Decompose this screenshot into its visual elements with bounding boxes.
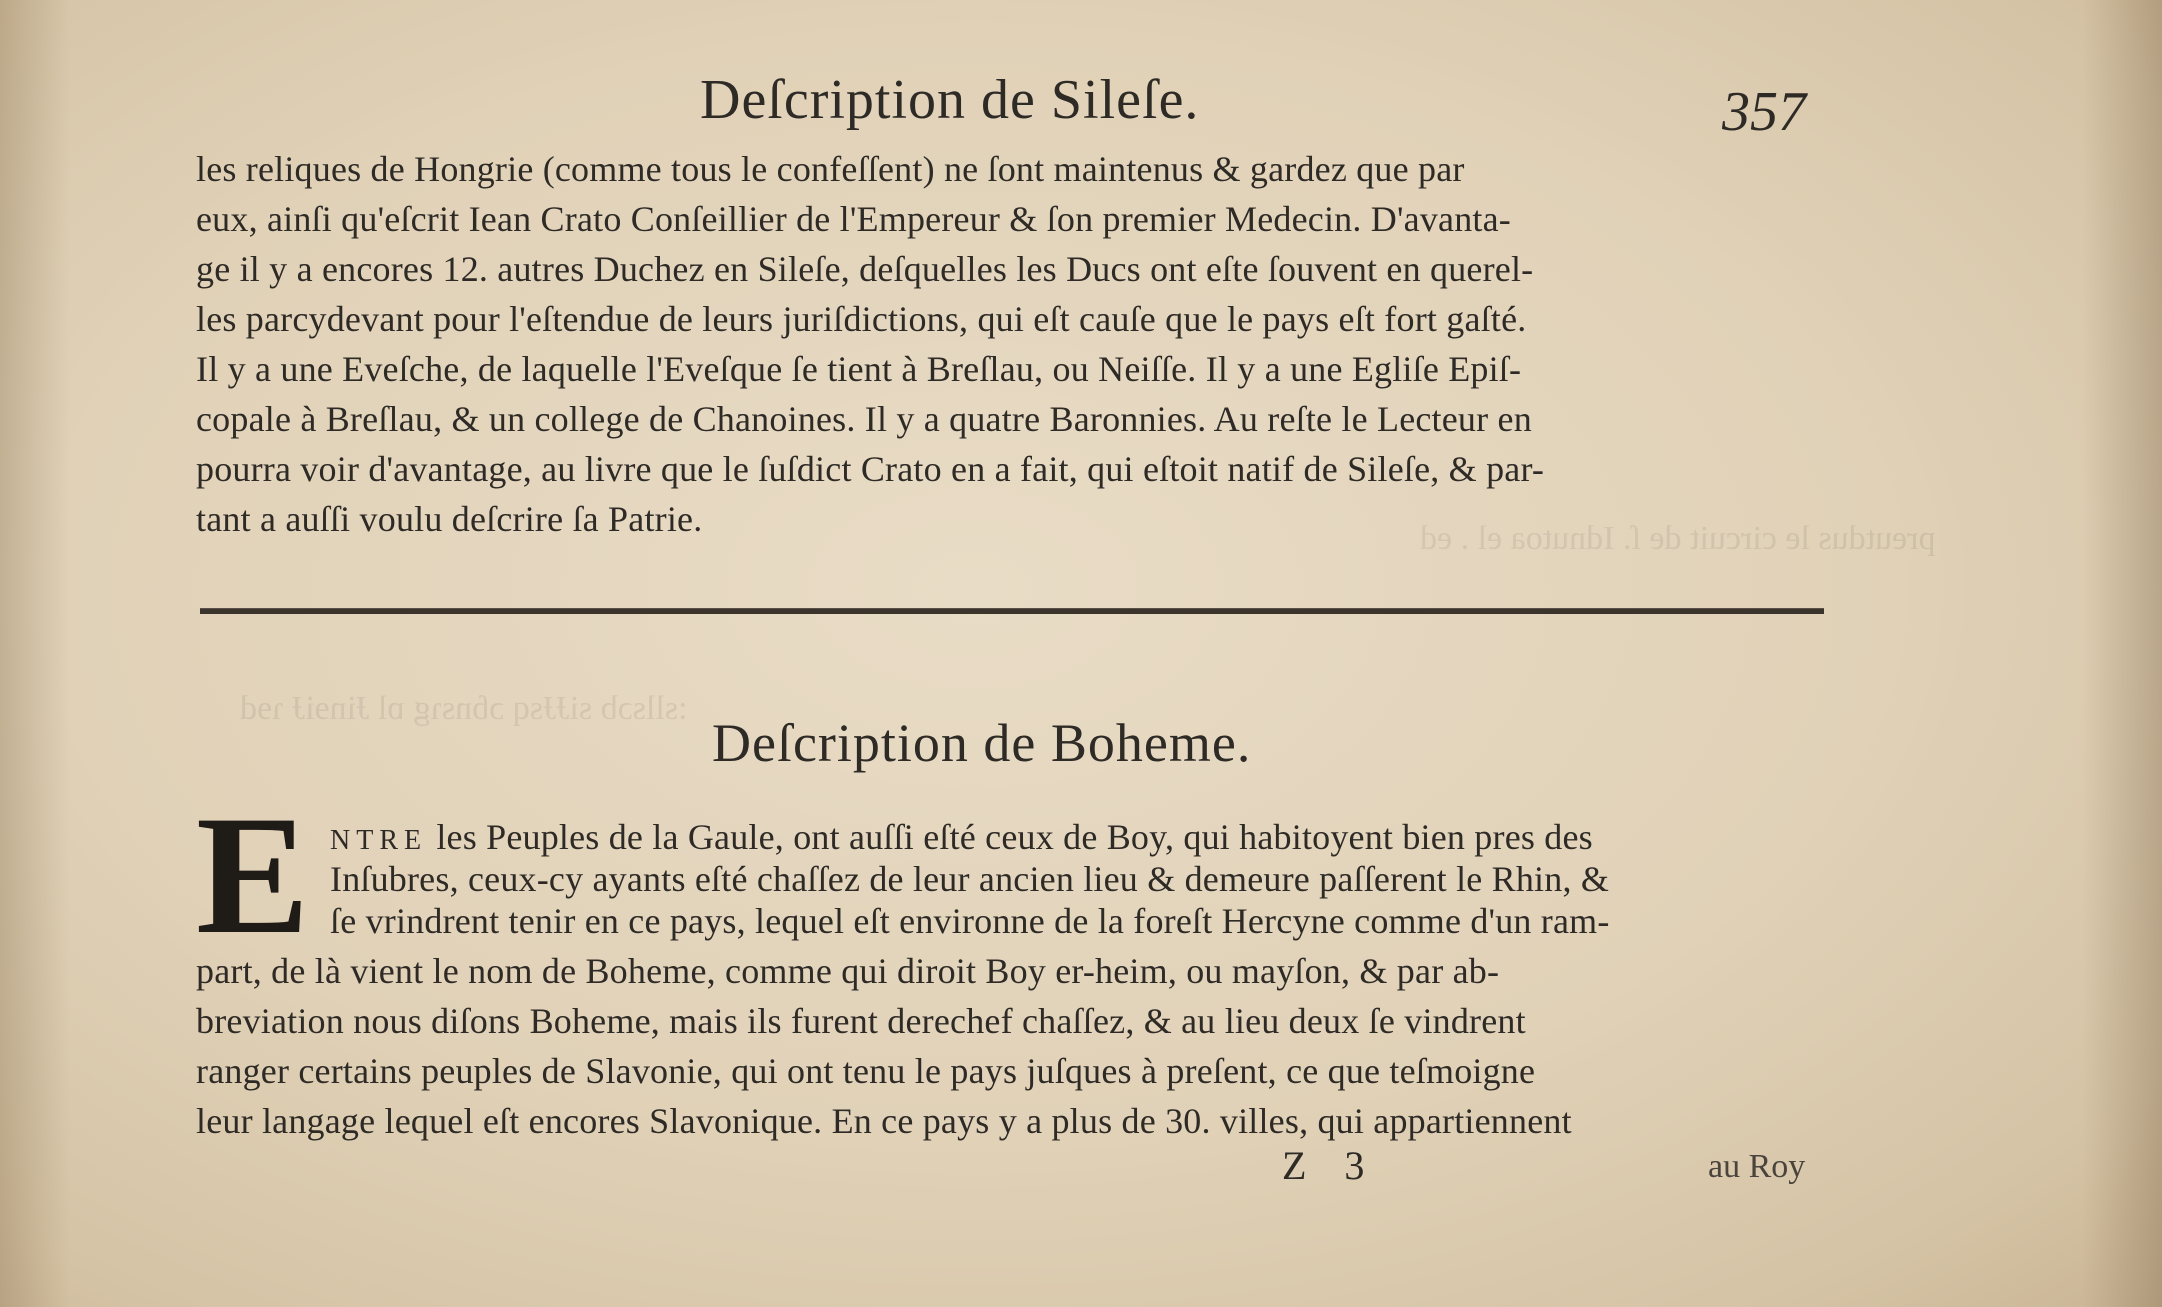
catchword: au Roy [1708, 1148, 1806, 1185]
bleed-through-text: preutdus le circuit de ſ. Idnutoa el . ed [1420, 520, 1936, 557]
text-line: les parcydevant pour l'eſtendue de leurs juriſdictions, qui eſt cauſe que le pays eſt fort gaſté. [196, 299, 1527, 339]
signature-mark: Z 3 [1282, 1143, 1379, 1188]
text-line: Inſubres, ceux-cy ayants eſté chaſſez de leur ancien lieu & demeure paſſerent le Rhin, & [330, 859, 1610, 899]
page-number: 357 [1722, 81, 1806, 143]
text-line: leur langage lequel eſt encores Slavonique. En ce pays y a plus de 30. villes, qui appartiennent [196, 1101, 1572, 1141]
text-line-body: les Peuples de la Gaule, ont auſſi eſté ceux de Boy, qui habitoyent bien pres des [436, 817, 1593, 857]
text-line: copale à Breſlau, & un college de Chanoines. Il y a quatre Baronnies. Au reſte le Lecteur en [196, 399, 1532, 439]
text-line: pourra voir d'avantage, au livre que le ſuſdict Crato en a fait, qui eſtoit natif de Sileſe, & par- [196, 449, 1545, 489]
drop-capital: E [196, 781, 310, 969]
text-line: Il y a une Eveſche, de laquelle l'Eveſque ſe tient à Breſlau, ou Neiſſe. Il y a une Egliſe Epiſ- [196, 349, 1522, 389]
running-head: Deſcription de Sileſe. [700, 69, 1200, 131]
lead-small-caps: NTRE [330, 825, 428, 856]
text-line: part, de là vient le nom de Boheme, comme qui diroit Boy er-heim, ou mayſon, & par ab- [196, 951, 1500, 991]
text-line: les reliques de Hongrie (comme tous le confeſſent) ne ſont maintenus & gardez que par [196, 149, 1465, 189]
text-line: ge il y a encores 12. autres Duchez en Sileſe, deſquelles les Ducs ont eſte ſouvent en querel- [196, 249, 1534, 289]
text-line: breviation nous diſons Boheme, mais ils furent derechef chaſſez, & au lieu deux ſe vindrent [196, 1001, 1526, 1041]
section-divider-rule [200, 608, 1824, 614]
text-line: ſe vrindrent tenir en ce pays, lequel eſt environne de la foreſt Hercyne comme d'un ram- [330, 901, 1610, 941]
text-line: ranger certains peuples de Slavonie, qui ont tenu le pays juſques à preſent, ce que teſmoigne [196, 1051, 1536, 1091]
text-line: eux, ainſi qu'eſcrit Iean Crato Conſeillier de l'Empereur & ſon premier Medecin. D'avanta- [196, 199, 1511, 239]
bleed-through-text: :sllsɔb siɈɈsq ɔɓnsɿg ɒl ɈinɘiɈ ɿɘd [240, 690, 688, 727]
section-title: Deſcription de Boheme. [712, 713, 1252, 773]
text-line-first [330, 816, 1593, 858]
text-line: tant a auſſi voulu deſcrire ſa Patrie. [196, 499, 703, 539]
